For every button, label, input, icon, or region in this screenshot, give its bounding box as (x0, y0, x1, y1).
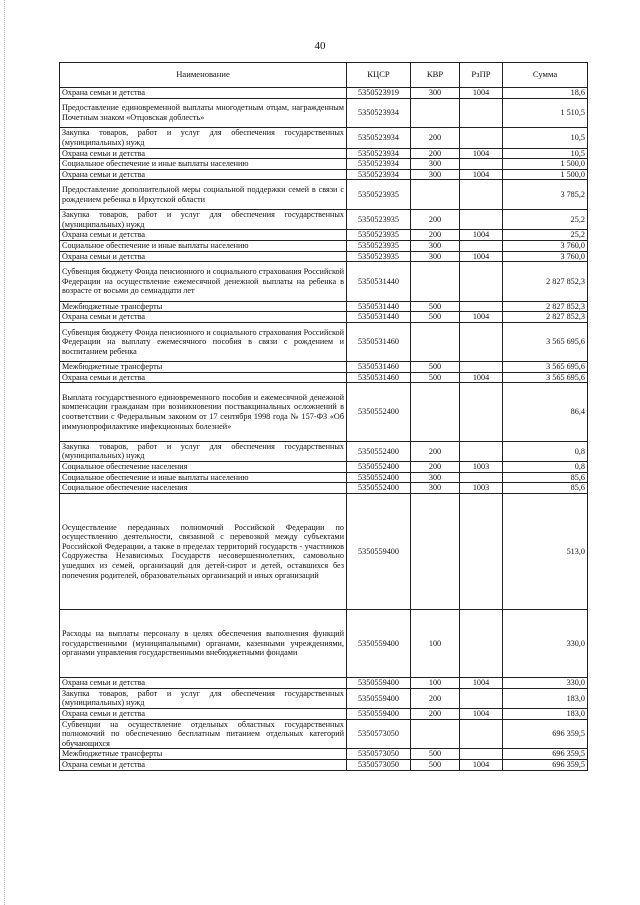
row-sum-cell: 2 827 852,3 (503, 262, 588, 301)
row-name-cell: Охрана семьи и детства (60, 678, 347, 689)
header-rzpr: РзПР (460, 63, 503, 88)
row-sum-cell: 85,6 (503, 472, 588, 483)
row-sum-cell: 183,0 (503, 709, 588, 720)
row-sum-cell: 10,5 (503, 128, 588, 148)
row-rzpr-cell (460, 210, 503, 230)
table-row (60, 383, 588, 442)
row-kvr-cell: 500 (411, 372, 460, 383)
row-kcsr-cell: 5350523934 (347, 148, 411, 159)
row-rzpr-cell (460, 322, 503, 361)
row-sum-cell: 1 510,5 (503, 98, 588, 128)
row-name-cell: Социальное обеспечение населения (60, 462, 347, 473)
row-kvr-cell: 200 (411, 688, 460, 708)
row-rzpr-cell (460, 383, 503, 442)
row-sum-cell: 0,8 (503, 441, 588, 461)
row-kvr-cell: 500 (411, 301, 460, 312)
row-sum-cell: 2 827 852,3 (503, 312, 588, 323)
row-kcsr-cell: 5350531460 (347, 362, 411, 373)
table-row (60, 88, 588, 99)
row-kcsr-cell: 5350523935 (347, 230, 411, 241)
header-kvr: КВР (411, 63, 460, 88)
row-kcsr-cell: 5350559400 (347, 493, 411, 609)
row-rzpr-cell (460, 441, 503, 461)
row-rzpr-cell: 1003 (460, 483, 503, 494)
table-row (60, 472, 588, 483)
row-name-cell: Предоставление дополнительной меры социальной поддержки семей в связи с рождением ребенка в Иркутской области (60, 180, 347, 210)
row-sum-cell: 696 359,5 (503, 749, 588, 760)
row-kvr-cell: 300 (411, 251, 460, 262)
row-kcsr-cell: 5350523919 (347, 88, 411, 99)
row-rzpr-cell: 1004 (460, 88, 503, 99)
binding-edge-marks (4, 0, 9, 905)
row-rzpr-cell: 1004 (460, 372, 503, 383)
table-row (60, 262, 588, 301)
row-name-cell: Охрана семьи и детства (60, 148, 347, 159)
header-name: Наименование (60, 63, 347, 88)
row-kvr-cell: 200 (411, 230, 460, 241)
row-name-cell: Охрана семьи и детства (60, 230, 347, 241)
row-kvr-cell: 300 (411, 483, 460, 494)
table-header-row (60, 63, 588, 88)
table-row (60, 230, 588, 241)
table-row (60, 322, 588, 361)
row-kcsr-cell: 5350552400 (347, 383, 411, 442)
row-name-cell: Охрана семьи и детства (60, 312, 347, 323)
row-kcsr-cell: 5350559400 (347, 688, 411, 708)
row-rzpr-cell: 1004 (460, 148, 503, 159)
row-name-cell: Предоставление единовременной выплаты многодетным отцам, награжденным Почетным знаком «Отцовская доблесть» (60, 98, 347, 128)
row-kcsr-cell: 5350523935 (347, 180, 411, 210)
row-kvr-cell (411, 383, 460, 442)
row-name-cell: Осуществление переданных полномочий Российской Федерации по осуществлению деятельности, связанной с перевозкой между субъектами Российской Федерации, а также в пределах территорий государств - участников Содружества Независимых Государств несовершеннолетних, самовольно ушедших из семей, организаций для детей-сирот и детей, оставшихся без попечения родителей, образовательных организаций и иных организаций (60, 493, 347, 609)
row-sum-cell: 183,0 (503, 688, 588, 708)
row-rzpr-cell (460, 301, 503, 312)
row-kvr-cell: 500 (411, 362, 460, 373)
row-rzpr-cell (460, 493, 503, 609)
row-rzpr-cell (460, 749, 503, 760)
row-name-cell: Межбюджетные трансферты (60, 362, 347, 373)
table-row (60, 493, 588, 609)
row-sum-cell: 10,5 (503, 148, 588, 159)
row-name-cell: Расходы на выплаты персоналу в целях обеспечения выполнения функций государственными (муниципальными) органами, казенными учреждениями, органами управления государственными внебюджетными фондами (60, 610, 347, 678)
row-sum-cell: 18,6 (503, 88, 588, 99)
row-sum-cell: 1 500,0 (503, 169, 588, 180)
row-kvr-cell (411, 98, 460, 128)
row-kcsr-cell: 5350523934 (347, 98, 411, 128)
row-kcsr-cell: 5350531440 (347, 312, 411, 323)
row-name-cell: Субвенция бюджету Фонда пенсионного и социального страхования Российской Федерации на выплату ежемесячного пособия в связи с рождением и воспитанием ребенка (60, 322, 347, 361)
table-row (60, 148, 588, 159)
table-row (60, 240, 588, 251)
row-kcsr-cell: 5350552400 (347, 472, 411, 483)
row-sum-cell: 513,0 (503, 493, 588, 609)
row-kcsr-cell: 5350531440 (347, 262, 411, 301)
row-rzpr-cell: 1004 (460, 169, 503, 180)
row-sum-cell: 3 760,0 (503, 251, 588, 262)
row-kvr-cell: 500 (411, 749, 460, 760)
row-kvr-cell: 200 (411, 441, 460, 461)
row-rzpr-cell: 1004 (460, 251, 503, 262)
table-row (60, 688, 588, 708)
row-kcsr-cell: 5350552400 (347, 483, 411, 494)
row-kcsr-cell: 5350573050 (347, 759, 411, 770)
row-name-cell: Охрана семьи и детства (60, 709, 347, 720)
row-name-cell: Социальное обеспечение и иные выплаты населению (60, 159, 347, 170)
row-rzpr-cell (460, 159, 503, 170)
row-kcsr-cell: 5350559400 (347, 678, 411, 689)
row-kcsr-cell: 5350559400 (347, 610, 411, 678)
row-rzpr-cell (460, 262, 503, 301)
table-row (60, 251, 588, 262)
row-kvr-cell: 500 (411, 312, 460, 323)
row-kvr-cell: 200 (411, 210, 460, 230)
row-name-cell: Субвенция бюджету Фонда пенсионного и социального страхования Российской Федерации на осуществление ежемесячной денежной выплаты на ребенка в возрасте от восьми до семнадцати лет (60, 262, 347, 301)
row-kvr-cell: 300 (411, 88, 460, 99)
row-name-cell: Закупка товаров, работ и услуг для обеспечения государственных (муниципальных) нужд (60, 688, 347, 708)
row-rzpr-cell: 1004 (460, 312, 503, 323)
row-rzpr-cell: 1004 (460, 709, 503, 720)
table-row (60, 483, 588, 494)
row-sum-cell: 3 565 695,6 (503, 372, 588, 383)
table-row (60, 441, 588, 461)
table-row (60, 98, 588, 128)
budget-table (59, 62, 588, 771)
row-kcsr-cell: 5350523934 (347, 159, 411, 170)
row-sum-cell: 330,0 (503, 678, 588, 689)
row-name-cell: Социальное обеспечение населения (60, 483, 347, 494)
header-sum: Сумма (503, 63, 588, 88)
row-name-cell: Социальное обеспечение и иные выплаты населению (60, 240, 347, 251)
row-kvr-cell: 200 (411, 128, 460, 148)
row-kvr-cell (411, 262, 460, 301)
table-body (60, 88, 588, 771)
row-sum-cell: 25,2 (503, 230, 588, 241)
row-kcsr-cell: 5350523935 (347, 240, 411, 251)
row-kvr-cell: 300 (411, 472, 460, 483)
table-row (60, 372, 588, 383)
row-rzpr-cell (460, 240, 503, 251)
row-sum-cell: 3 760,0 (503, 240, 588, 251)
row-rzpr-cell (460, 362, 503, 373)
row-name-cell: Субвенции на осуществление отдельных областных государственных полномочий по обеспечению бесплатным питанием отдельных категорий обучающихся (60, 719, 347, 749)
table-row (60, 312, 588, 323)
table-row (60, 678, 588, 689)
table-row (60, 169, 588, 180)
row-kvr-cell: 300 (411, 169, 460, 180)
row-kvr-cell: 500 (411, 759, 460, 770)
row-kcsr-cell: 5350523935 (347, 251, 411, 262)
table-row (60, 610, 588, 678)
row-sum-cell: 3 565 695,6 (503, 322, 588, 361)
row-name-cell: Межбюджетные трансферты (60, 301, 347, 312)
table-row (60, 159, 588, 170)
table-row (60, 362, 588, 373)
row-kcsr-cell: 5350523935 (347, 210, 411, 230)
row-kcsr-cell: 5350531440 (347, 301, 411, 312)
table-row (60, 462, 588, 473)
row-kvr-cell: 100 (411, 610, 460, 678)
table-row (60, 749, 588, 760)
row-sum-cell: 86,4 (503, 383, 588, 442)
row-rzpr-cell (460, 472, 503, 483)
row-name-cell: Закупка товаров, работ и услуг для обеспечения государственных (муниципальных) нужд (60, 128, 347, 148)
row-name-cell: Закупка товаров, работ и услуг для обеспечения государственных (муниципальных) нужд (60, 210, 347, 230)
row-rzpr-cell: 1004 (460, 230, 503, 241)
row-sum-cell: 3 565 695,6 (503, 362, 588, 373)
row-sum-cell: 2 827 852,3 (503, 301, 588, 312)
row-name-cell: Закупка товаров, работ и услуг для обеспечения государственных (муниципальных) нужд (60, 441, 347, 461)
row-sum-cell: 85,6 (503, 483, 588, 494)
page-number: 40 (314, 40, 326, 52)
row-rzpr-cell (460, 128, 503, 148)
row-sum-cell: 1 500,0 (503, 159, 588, 170)
row-kvr-cell (411, 493, 460, 609)
row-name-cell: Охрана семьи и детства (60, 88, 347, 99)
row-kcsr-cell: 5350531460 (347, 372, 411, 383)
row-kcsr-cell: 5350523934 (347, 169, 411, 180)
row-kcsr-cell: 5350559400 (347, 709, 411, 720)
row-kvr-cell (411, 322, 460, 361)
row-name-cell: Охрана семьи и детства (60, 372, 347, 383)
row-kcsr-cell: 5350531460 (347, 322, 411, 361)
row-rzpr-cell: 1003 (460, 462, 503, 473)
row-kvr-cell (411, 719, 460, 749)
table-row (60, 180, 588, 210)
row-kvr-cell: 200 (411, 709, 460, 720)
row-name-cell: Охрана семьи и детства (60, 759, 347, 770)
row-rzpr-cell: 1004 (460, 678, 503, 689)
row-kcsr-cell: 5350573050 (347, 749, 411, 760)
row-rzpr-cell (460, 719, 503, 749)
row-kcsr-cell: 5350573050 (347, 719, 411, 749)
table-row (60, 719, 588, 749)
row-sum-cell: 330,0 (503, 610, 588, 678)
row-kvr-cell: 200 (411, 148, 460, 159)
table-row (60, 709, 588, 720)
row-kvr-cell: 300 (411, 240, 460, 251)
row-sum-cell: 3 785,2 (503, 180, 588, 210)
row-name-cell: Социальное обеспечение и иные выплаты населению (60, 472, 347, 483)
row-name-cell: Охрана семьи и детства (60, 169, 347, 180)
row-sum-cell: 696 359,5 (503, 719, 588, 749)
row-rzpr-cell (460, 688, 503, 708)
row-name-cell: Выплата государственного единовременного пособия и ежемесячной денежной компенсации гражданам при возникновении поствакцинальных осложнений в соответствии с Федеральным законом от 17 сентября 1998 года № 157-ФЗ «Об иммунопрофилактике инфекционных болезней» (60, 383, 347, 442)
row-name-cell: Межбюджетные трансферты (60, 749, 347, 760)
row-kcsr-cell: 5350552400 (347, 462, 411, 473)
row-name-cell: Охрана семьи и детства (60, 251, 347, 262)
row-kvr-cell: 300 (411, 159, 460, 170)
row-sum-cell: 696 359,5 (503, 759, 588, 770)
row-kvr-cell: 200 (411, 462, 460, 473)
row-rzpr-cell: 1004 (460, 759, 503, 770)
table-row (60, 210, 588, 230)
row-rzpr-cell (460, 610, 503, 678)
row-sum-cell: 25,2 (503, 210, 588, 230)
table-row (60, 759, 588, 770)
row-sum-cell: 0,8 (503, 462, 588, 473)
row-rzpr-cell (460, 98, 503, 128)
row-kvr-cell: 100 (411, 678, 460, 689)
table-row (60, 301, 588, 312)
row-kcsr-cell: 5350552400 (347, 441, 411, 461)
header-kcsr: КЦСР (347, 63, 411, 88)
table-row (60, 128, 588, 148)
row-kcsr-cell: 5350523934 (347, 128, 411, 148)
row-kvr-cell (411, 180, 460, 210)
row-rzpr-cell (460, 180, 503, 210)
